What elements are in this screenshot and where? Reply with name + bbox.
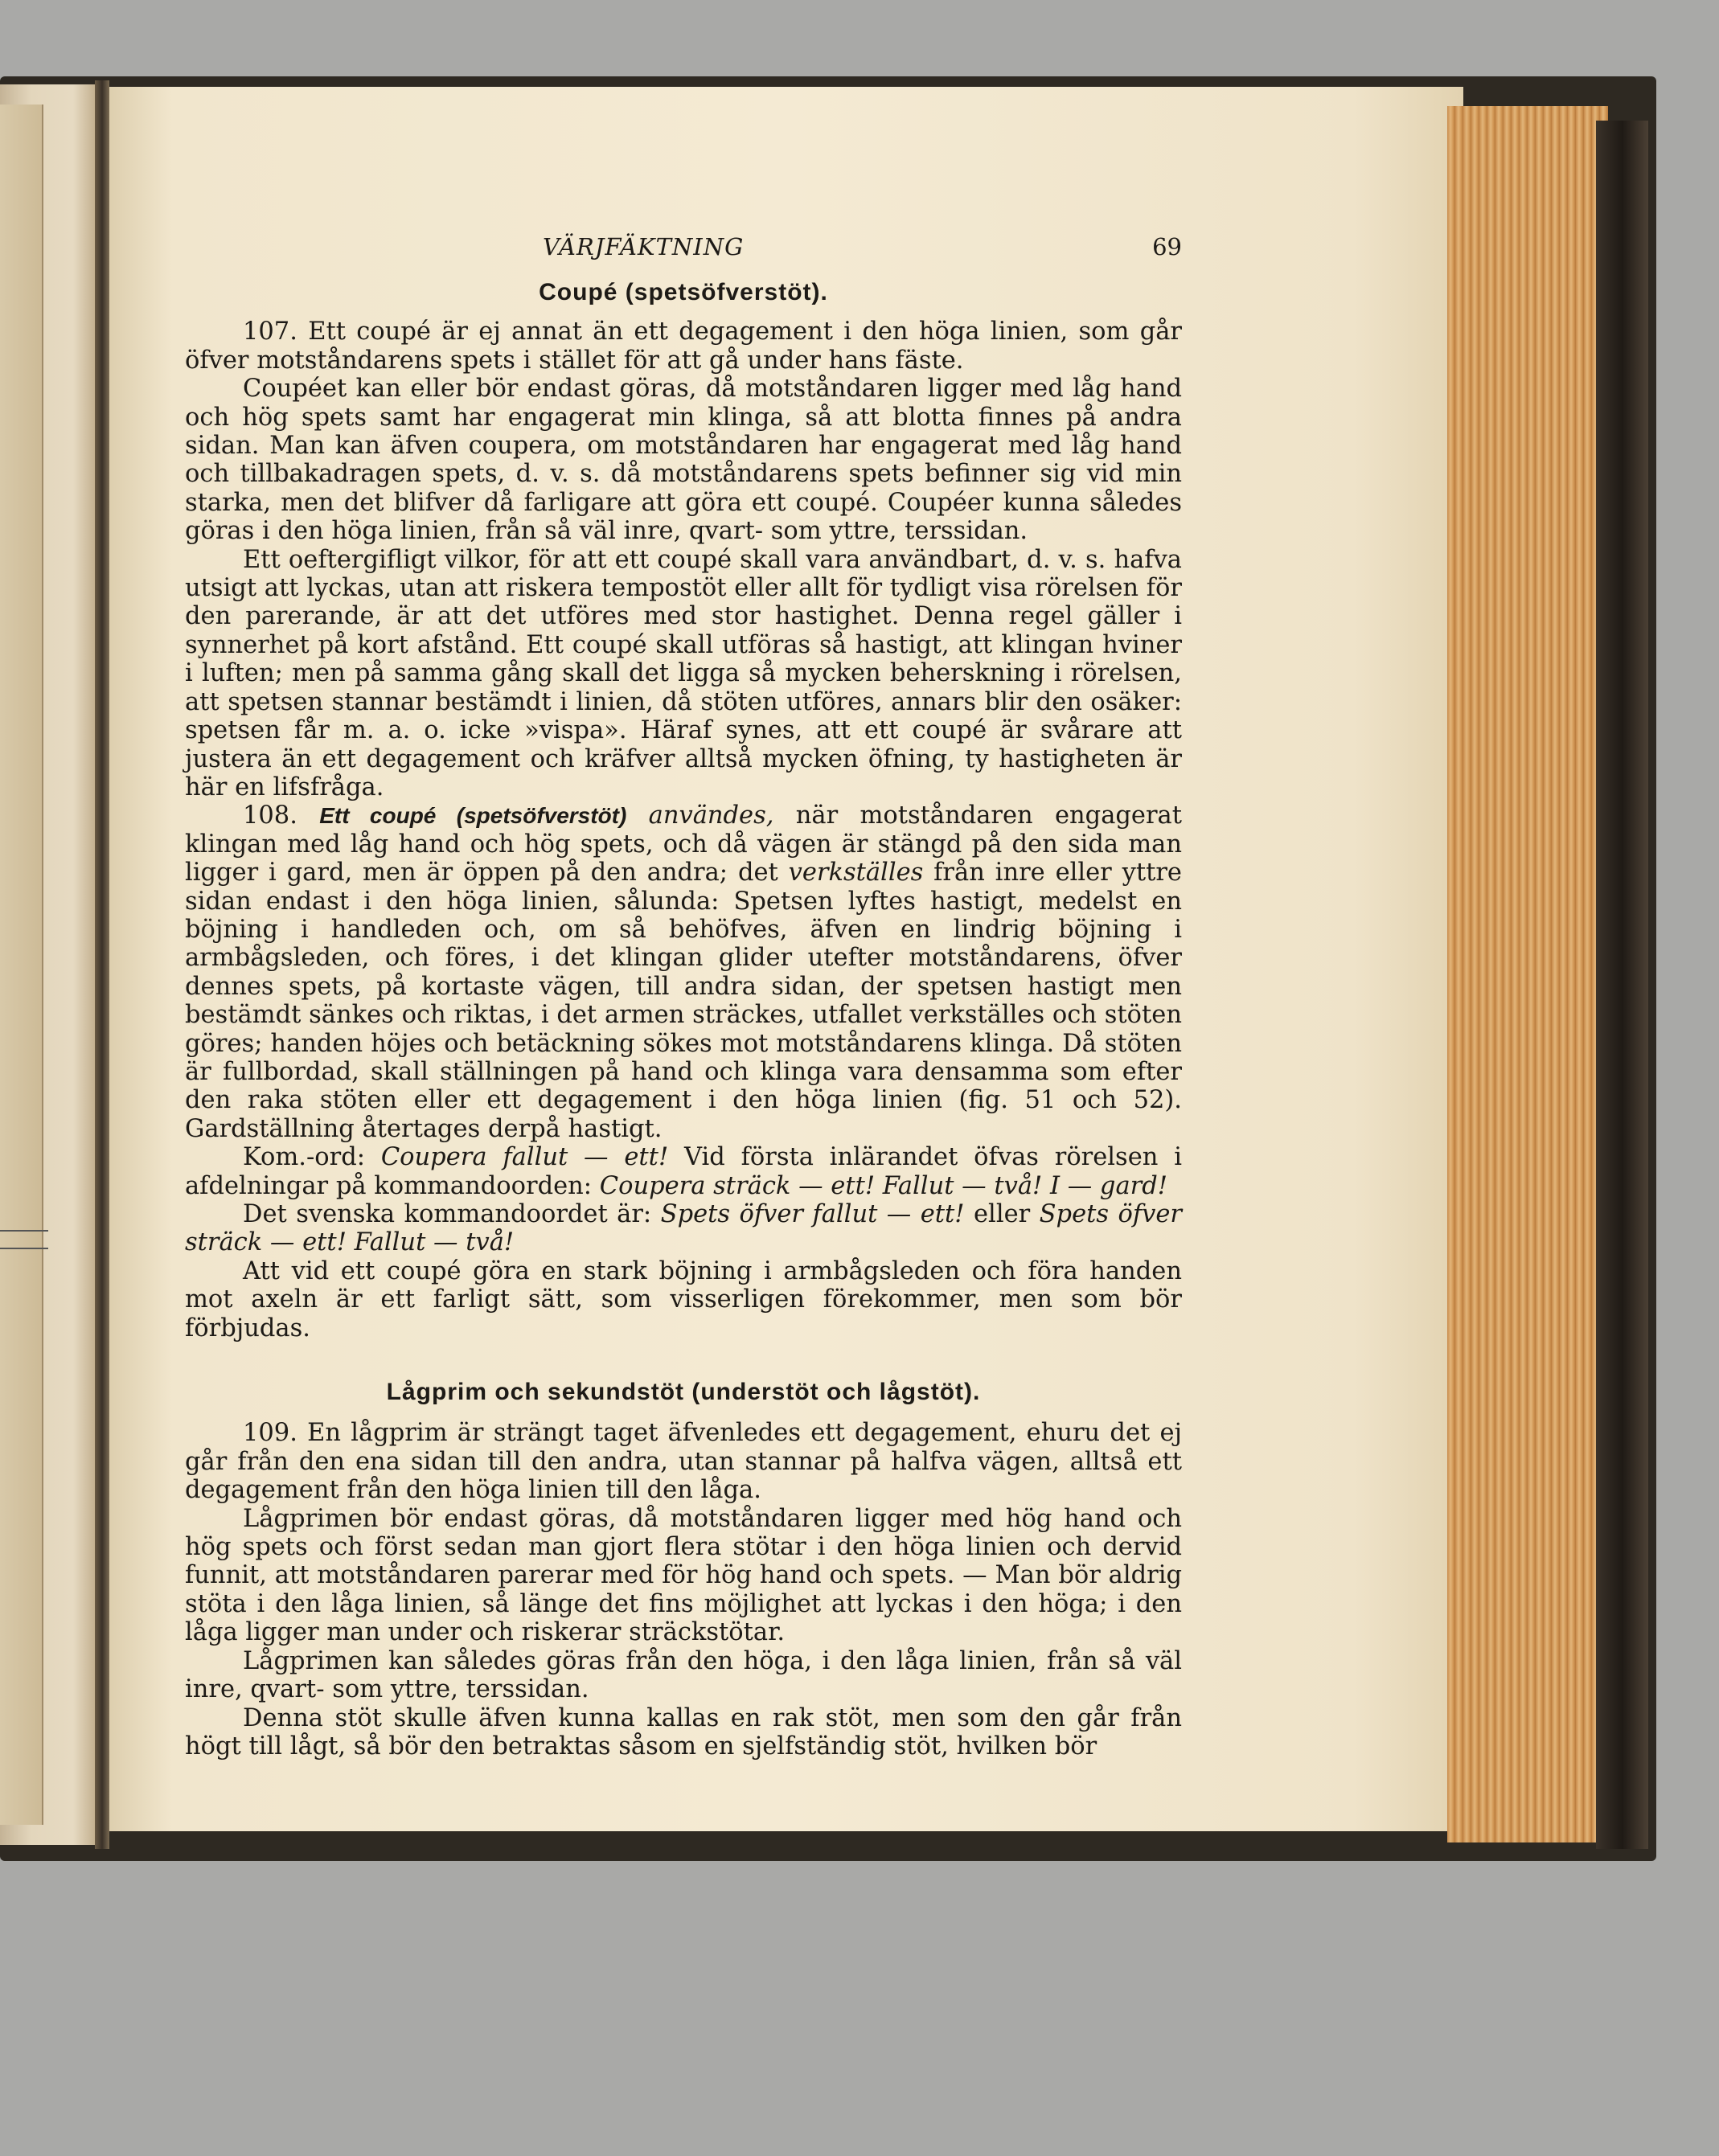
gutter xyxy=(95,80,109,1849)
svenska-text: Det svenska kommandoordet är: xyxy=(243,1200,661,1228)
running-head xyxy=(185,233,1182,265)
fore-edge xyxy=(1447,106,1608,1842)
running-head-title: VÄRJFÄKTNING xyxy=(543,233,745,260)
paragraph-109: 109. En lågprim är strängt taget äfvenledes ett degagement, ehuru det ej går från den ena sidan till den andra, utan stannar på halfva vägen, alltså ett degagement från den höga linien till den låga. xyxy=(185,1419,1182,1505)
paragraph-108-text-b: från inre eller yttre sidan endast i den höga linien, sålunda: Spetsen lyftes hastigt, medelst en böjning i handleden och, om så behöfves, äfven en lindrig böjning i armbågsleden, och föres, i det klingan glider utefter motståndarens, öfver dennes spets, på kortaste vägen, till andra sidan, der spetsen hastigt men bestämdt sänkes och riktas, i det armen sträckes, utfallet verkställes och stöten göres; handen höjes och betäckning sökes mot motståndarens klinga. Då stöten är fullbordad, skall ställningen på hand och klinga vara densamma som efter den raka stöten eller ett degagement i den höga linien (fig. 51 och 52). Gardställning återtages derpå hastigt. xyxy=(185,859,1182,1143)
command-coupera: Coupera fallut — ett! xyxy=(380,1143,669,1172)
keyword-coupe: Ett coupé (spetsöfverstöt) xyxy=(319,803,627,829)
page-number: 69 xyxy=(1152,233,1182,260)
kom-ord-text: Vid första inlärandet öfvas rörelsen i afdelningar på kommandoorden: xyxy=(185,1143,1182,1200)
paragraph-109b: Lågprimen bör endast göras, då motståndaren ligger med hög hand och hög spets och först sedan man gjort flera stötar i den höga linien och dervid funnit, att motståndaren parerar med för hög hand och spets. — Man bör aldrig stöta i den låga linien, så länge det fins möjlighet att lyckas i den höga; i den låga ligger man under och riskerar sträckstötar. xyxy=(185,1504,1182,1647)
paragraph-107c: Ett oeftergifligt vilkor, för att ett coupé skall vara användbart, d. v. s. hafva utsigt att lyckas, utan att riskera tempostöt eller allt för tydligt visa rörelsen för den parerande, är att det utföres med stor hastighet. Denna regel gäller i synnerhet på kort afstånd. Ett coupé skall utföras så hastigt, att klingan hviner i luften; men på samma gång skall det ligga så mycken beherskning i rörelsen, att spetsen stannar bestämdt i linien, då stöten utföres, annars blir den osäker: spetsen får m. a. o. icke »vispa». Häraf synes, att ett coupé är svårare att justera än ett degagement och kräfver alltså mycken öfning, ty hastigheten är här en lifsfråga. xyxy=(185,545,1182,801)
paragraph-107: 107. Ett coupé är ej annat än ett degagement i den höga linien, som går öfver motståndarens spets i stället för att gå under hans fäste. xyxy=(185,318,1182,375)
left-page-edge xyxy=(0,105,43,1825)
paragraph-warning: Att vid ett coupé göra en stark böjning i armbågsleden och föra handen mot axeln är ett farligt sätt, som visserligen förekommer, men som bör förbjudas. xyxy=(185,1256,1182,1342)
page-text xyxy=(185,233,1182,1760)
command-sequence: Coupera sträck — ett! Fallut — två! I — gard! xyxy=(599,1171,1167,1200)
margin-mark xyxy=(0,1230,48,1249)
command-spets-strack: Spets öfver sträck — ett! Fallut — två! xyxy=(185,1200,1182,1257)
paragraph-svenska xyxy=(185,1200,1182,1257)
svenska-eller: eller xyxy=(964,1200,1040,1228)
paragraph-109c: Lågprimen kan således göras från den höga, i den låga linien, från så väl inre, qvart- som yttre, terssidan. xyxy=(185,1646,1182,1704)
paragraph-108-text-a: när motståndaren engagerat klingan med låg hand och hög spets, och då vägen är stängd på den sida man ligger i gard, men är öppen på den andra; det xyxy=(185,801,1182,887)
keyword-verkstalles: verkställes xyxy=(788,859,924,887)
section-title-lagprim: Lågprim och sekundstöt (understöt och lågstöt). xyxy=(386,1379,981,1406)
cover-edge xyxy=(1596,121,1648,1849)
paragraph-107b: Coupéet kan eller bör endast göras, då motståndaren ligger med låg hand och hög spets samt har engagerat min klinga, så att blotta finnes på andra sidan. Man kan äfven coupera, om motståndaren har engagerat med låg hand och tillbakadragen spets, d. v. s. då motståndarens spets befinner sig vid min starka, men det blifver då farligare att göra ett coupé. Coupéer kunna således göras i den höga linien, från så väl inre, qvart- som yttre, terssidan. xyxy=(185,375,1182,546)
kom-ord-label: Kom.-ord: xyxy=(243,1143,381,1172)
paragraph-109d: Denna stöt skulle äfven kunna kallas en rak stöt, men som den går från högt till lågt, så bör den betraktas såsom en sjelfständig stöt, hvilken bör xyxy=(185,1703,1182,1760)
command-spets-fallut: Spets öfver fallut — ett! xyxy=(660,1200,965,1228)
section-title-coupe: Coupé (spetsöfverstöt). xyxy=(539,279,828,305)
paragraph-kom-ord xyxy=(185,1143,1182,1200)
paragraph-108-number: 108. xyxy=(243,801,297,830)
keyword-anvandes: användes, xyxy=(648,801,774,830)
paragraph-108 xyxy=(185,801,1182,1143)
